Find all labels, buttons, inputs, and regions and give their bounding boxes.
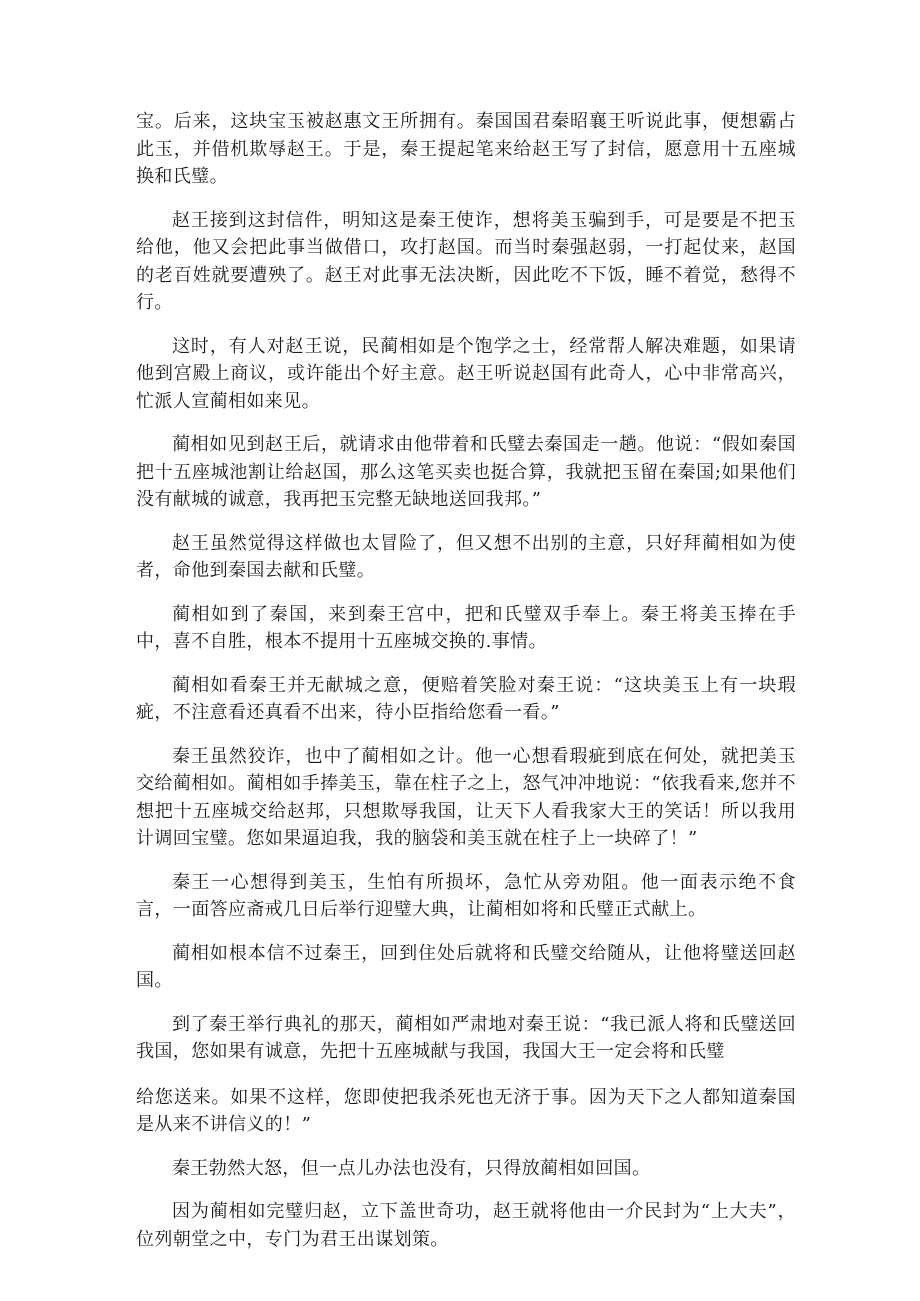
paragraph-2: 赵王接到这封信件，明知这是秦王使诈，想将美玉骗到手，可是要是不把玉给他，他又会把此事当做借口，攻打赵国。而当时秦强赵弱，一打起仗来，赵国的老百姓就要遭殃了。赵王对此事无法决断，因此吃不下饭，睡不着觉，愁得不行。 (136, 209, 796, 313)
paragraph-9: 秦王一心想得到美玉，生怕有所损坏，急忙从旁劝阻。他一面表示绝不食言，一面答应斋戒几日后举行迎璧大典，让蔺相如将和氏璧正式献上。 (136, 871, 796, 920)
paragraph-4: 蔺相如见到赵王后，就请求由他带着和氏璧去秦国走一趟。他说：“假如秦国把十五座城池割让给赵国，那么这笔买卖也挺合算，我就把玉留在秦国;如果他们没有献城的诚意，我再把玉完整无缺地送回我邦。” (136, 434, 796, 510)
paragraph-10: 蔺相如根本信不过秦王，回到住处后就将和氏璧交给随从，让他将璧送回赵国。 (136, 942, 796, 991)
paragraph-7: 蔺相如看秦王并无献城之意，便赔着笑脸对秦王说：“这块美玉上有一块瑕疵，不注意看还真看不出来，待小臣指给您看一看。” (136, 674, 796, 723)
paragraph-5: 赵王虽然觉得这样做也太冒险了，但又想不出别的主意，只好拜蔺相如为使者，命他到秦国去献和氏璧。 (136, 532, 796, 581)
paragraph-11: 到了秦王举行典礼的那天，蔺相如严肃地对秦王说：“我已派人将和氏璧送回我国，您如果有诚意，先把十五座城献与我国，我国大王一定会将和氏璧 (136, 1013, 796, 1062)
paragraph-8: 秦王虽然狡诈，也中了蔺相如之计。他一心想看瑕疵到底在何处，就把美玉交给蔺相如。蔺相如手捧美玉，靠在柱子之上，怒气冲冲地说：“依我看来,您并不想把十五座城交给赵邦，只想欺辱我国，让天下人看我家大王的笑话！所以我用计调回宝璧。您如果逼迫我，我的脑袋和美玉就在柱子上一块碎了！” (136, 745, 796, 849)
paragraph-11-continued: 给您送来。如果不这样，您即使把我杀死也无济于事。因为天下之人都知道秦国是从来不讲信义的！” (136, 1086, 796, 1135)
paragraph-13: 因为蔺相如完璧归赵，立下盖世奇功，赵王就将他由一介民封为“上大夫”，位列朝堂之中，专门为君王出谋划策。 (136, 1201, 796, 1250)
paragraph-12: 秦王勃然大怒，但一点儿办法也没有，只得放蔺相如回国。 (172, 1157, 651, 1179)
document-body (136, 108, 796, 1269)
paragraph-6: 蔺相如到了秦国，来到秦王宫中，把和氏璧双手奉上。秦王将美玉捧在手中，喜不自胜，根本不提用十五座城交换的.事情。 (136, 603, 796, 652)
paragraph-3: 这时，有人对赵王说，民蔺相如是个饱学之士，经常帮人解决难题，如果请他到宫殿上商议，或许能出个好主意。赵王听说赵国有此奇人，心中非常高兴，忙派人宣蔺相如来见。 (136, 335, 796, 412)
paragraph-1: 宝。后来，这块宝玉被赵惠文王所拥有。秦国国君秦昭襄王听说此事，便想霸占此玉，并借机欺辱赵王。于是，秦王提起笔来给赵王写了封信，愿意用十五座城换和氏璧。 (136, 111, 796, 187)
